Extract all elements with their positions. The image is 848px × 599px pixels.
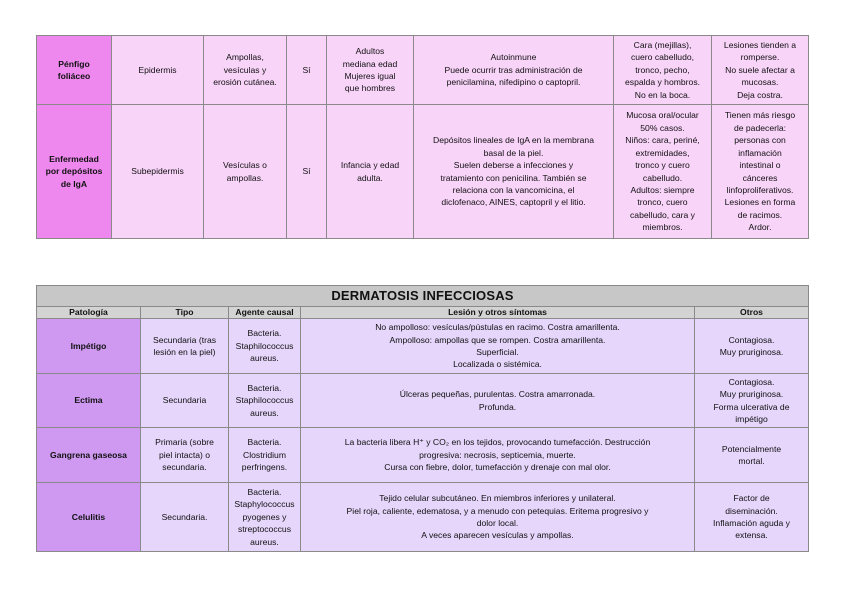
lesion-cell: [301, 319, 695, 374]
cell-line: Piel roja, caliente, edematosa, y a menudo con petequias. Eritema progresivo y: [346, 505, 649, 516]
cell-line: relaciona con la vancomicina, el: [452, 184, 575, 195]
table-row: [37, 105, 809, 239]
cell-line: Bacteria.: [247, 437, 282, 448]
cell-line: erosión cutánea.: [213, 77, 277, 88]
table-autoimmune-dermatoses: [36, 35, 809, 239]
cell-line: Localizada o sistémica.: [453, 359, 542, 370]
cell-line: Tejido celular subcutáneo. En miembros inferiores y unilateral.: [379, 493, 616, 504]
header-lesion-symptoms: Lesión y otros síntomas: [301, 307, 695, 319]
cell-line: mortal.: [738, 456, 765, 466]
cell-line: miembros.: [642, 222, 683, 233]
type-cell: [141, 428, 229, 483]
cell-line: Sí: [302, 166, 311, 177]
cell-line: Superficial.: [476, 347, 519, 357]
others-cell: [695, 483, 809, 552]
table-row: [37, 483, 809, 552]
cell-line: Bacteria.: [247, 328, 282, 339]
cell-line: impétigo: [735, 413, 768, 424]
cell-line: A veces aparecen vesículas y ampollas.: [421, 530, 574, 541]
cell-line: adulta.: [357, 172, 383, 183]
cell-line: Adultos: [355, 46, 385, 57]
cell-line: Ardor.: [748, 222, 772, 233]
cell-line: Factor de: [733, 493, 770, 504]
cell-line: piel intacta) o: [158, 449, 211, 460]
cell-line: cánceres: [742, 172, 778, 183]
cell-line: cuero cabelludo,: [630, 52, 695, 63]
cell-line: tronco, pecho,: [635, 64, 690, 75]
cell-line: lesión en la piel): [153, 347, 216, 357]
pathology-cell: [37, 428, 141, 483]
cell-line: mediana edad: [342, 58, 398, 69]
cell-line: progresiva: necrosis, septicemia, muerte.: [419, 449, 576, 460]
cell-line: que hombres: [344, 83, 396, 94]
cell-line: Adultos: siempre: [630, 184, 695, 195]
cell-line: Epidermis: [138, 64, 177, 75]
location-cell: [614, 36, 712, 105]
table-row: [37, 36, 809, 105]
cell-line: Forma ulcerativa de: [713, 401, 790, 412]
cell-line: Contagiosa.: [728, 334, 775, 345]
table-title: DERMATOSIS INFECCIOSAS: [37, 286, 809, 307]
cell-line: Primaria (sobre: [155, 437, 214, 448]
pathology-cell: [37, 483, 141, 552]
cell-line: Suelen deberse a infecciones y: [453, 160, 574, 171]
cell-line: Muy pruriginosa.: [719, 347, 784, 357]
cell-line: Mucosa oral/ocular: [626, 110, 699, 121]
cell-line: aureus.: [250, 353, 279, 364]
cell-line: Sí: [302, 64, 311, 75]
cell-line: La bacteria libera H⁺ y CO₂ en los tejidos, provocando tumefacción. Destrucción: [344, 437, 651, 448]
cell-line: romperse.: [740, 52, 780, 63]
cell-line: espalda y hombros.: [625, 77, 700, 88]
header-pathology: Patología: [37, 307, 141, 319]
cell-line: Tienen más riesgo: [724, 110, 796, 121]
cell-line: Bacteria.: [247, 486, 282, 497]
yes-cell: [287, 36, 327, 105]
cell-line: Staphylococcus: [234, 499, 295, 510]
type-cell: [112, 105, 204, 239]
type-cell: [112, 36, 204, 105]
lesion-cell: [301, 483, 695, 552]
cell-line: Subepidermis: [131, 166, 184, 177]
cell-line: Vesículas o: [223, 160, 267, 171]
cell-line: Inflamación aguda y: [713, 518, 790, 528]
cell-line: Autoinmune: [490, 52, 537, 63]
cell-line: diseminación.: [725, 505, 778, 516]
cell-line: 50% casos.: [640, 122, 685, 133]
cell-line: linfoproliferativos.: [726, 184, 794, 195]
yes-cell: [287, 105, 327, 239]
cell-line: Ectima: [74, 395, 103, 406]
cell-line: No suele afectar a: [725, 64, 795, 75]
cell-line: tratamiento con penicilina. También se: [440, 172, 587, 183]
type-cell: [141, 319, 229, 374]
table-row: [37, 319, 809, 374]
cell-line: Lesiones tienden a: [723, 39, 797, 50]
cell-line: Puede ocurrir tras administración de: [444, 64, 583, 75]
header-causal-agent: Agente causal: [229, 307, 301, 319]
cell-line: Deja costra.: [737, 89, 783, 100]
cell-line: Profunda.: [478, 401, 517, 412]
cell-line: aureus.: [250, 536, 279, 547]
cell-line: Lesiones en forma: [724, 197, 796, 208]
cause-cell: [414, 36, 614, 105]
cell-line: dolor local.: [476, 518, 519, 528]
cell-line: Muy pruriginosa.: [719, 389, 784, 400]
cell-line: Cursa con fiebre, dolor, tumefacción y drenaje con mal olor.: [384, 462, 611, 473]
cell-line: Mujeres igual: [344, 71, 396, 81]
cell-line: Úlceras pequeñas, purulentas. Costra amarronada.: [399, 389, 596, 400]
cell-line: cabelludo.: [642, 172, 683, 183]
lesion-cell: [204, 36, 287, 105]
agent-cell: [229, 319, 301, 374]
cell-line: No en la boca.: [634, 89, 691, 100]
pathology-cell: [37, 319, 141, 374]
cell-line: Contagiosa.: [728, 376, 775, 387]
pathology-cell: [37, 374, 141, 428]
cell-line: de IgA: [60, 178, 88, 189]
cell-line: Enfermedad: [49, 153, 99, 164]
header-others: Otros: [695, 307, 809, 319]
cell-line: Ampolloso: ampollas que se rompen. Costra amarillenta.: [389, 334, 606, 345]
others-cell: [695, 428, 809, 483]
cell-line: mucosas.: [741, 77, 779, 88]
cell-line: Clostridium: [243, 449, 286, 460]
cell-line: tronco y cuero: [635, 160, 690, 171]
cell-line: secundaria.: [162, 462, 207, 473]
cause-cell: [414, 105, 614, 239]
table-infectious-dermatoses: [36, 285, 809, 552]
table-row: [37, 374, 809, 428]
cell-line: Bacteria.: [247, 382, 282, 393]
cell-line: Cara (mejillas),: [633, 39, 692, 50]
header-type: Tipo: [141, 307, 229, 319]
cell-line: Gangrena gaseosa: [50, 449, 127, 460]
cell-line: Niños: cara, periné,: [625, 135, 700, 146]
cell-line: Pénfigo: [58, 58, 90, 69]
cell-line: diclofenaco, AINES, captopril y el litio.: [441, 197, 586, 208]
cell-line: Infancia y edad: [340, 160, 400, 171]
table-header-row: [37, 307, 809, 319]
cell-line: pyogenes y: [242, 511, 287, 522]
cell-line: Secundaria (tras: [152, 334, 217, 345]
cell-line: Potencialmente: [721, 443, 782, 454]
cell-line: extremidades,: [635, 147, 690, 158]
cell-line: de racimos.: [737, 209, 783, 220]
others-cell: [712, 36, 809, 105]
cell-line: aureus.: [250, 407, 279, 418]
cell-line: Secundaria.: [161, 511, 208, 522]
lesion-cell: [301, 374, 695, 428]
cell-line: Ampollas,: [226, 52, 264, 63]
cell-line: intestinal o: [739, 160, 781, 171]
cell-line: por depósitos: [45, 166, 103, 177]
cell-line: Staphilococcus: [235, 340, 294, 351]
lesion-cell: [301, 428, 695, 483]
table-title-row: [37, 286, 809, 307]
cell-line: Celulitis: [71, 511, 106, 522]
others-cell: [695, 319, 809, 374]
cell-line: vesículas y: [223, 64, 267, 75]
cell-line: personas con: [734, 135, 786, 146]
cell-line: ampollas.: [226, 172, 264, 183]
cell-line: de padecerla:: [733, 122, 787, 133]
pathology-cell: [37, 36, 112, 105]
pathology-cell: [37, 105, 112, 239]
cell-line: streptococcus: [237, 524, 292, 535]
agent-cell: [229, 428, 301, 483]
cell-line: inflamación: [738, 147, 782, 158]
cell-line: Impétigo: [70, 340, 107, 351]
cell-line: No ampolloso: vesículas/pústulas en racimo. Costra amarillenta.: [375, 322, 620, 333]
type-cell: [141, 483, 229, 552]
age-cell: [327, 105, 414, 239]
location-cell: [614, 105, 712, 239]
type-cell: [141, 374, 229, 428]
cell-line: basal de la piel.: [483, 147, 544, 158]
cell-line: Staphilococcus: [235, 395, 294, 406]
cell-line: extensa.: [735, 530, 768, 541]
cell-line: penicilamina, nifedipino o captopril.: [446, 77, 581, 88]
age-cell: [327, 36, 414, 105]
cell-line: tronco, cuero: [637, 197, 688, 208]
agent-cell: [229, 374, 301, 428]
agent-cell: [229, 483, 301, 552]
lesion-cell: [204, 105, 287, 239]
cell-line: Secundaria: [162, 395, 207, 406]
others-cell: [695, 374, 809, 428]
cell-line: foliáceo: [57, 71, 91, 81]
table-row: [37, 428, 809, 483]
cell-line: perfringens.: [241, 462, 288, 473]
others-cell: [712, 105, 809, 239]
cell-line: cabelludo, cara y: [630, 209, 695, 220]
cell-line: Depósitos lineales de IgA en la membrana: [433, 135, 594, 146]
